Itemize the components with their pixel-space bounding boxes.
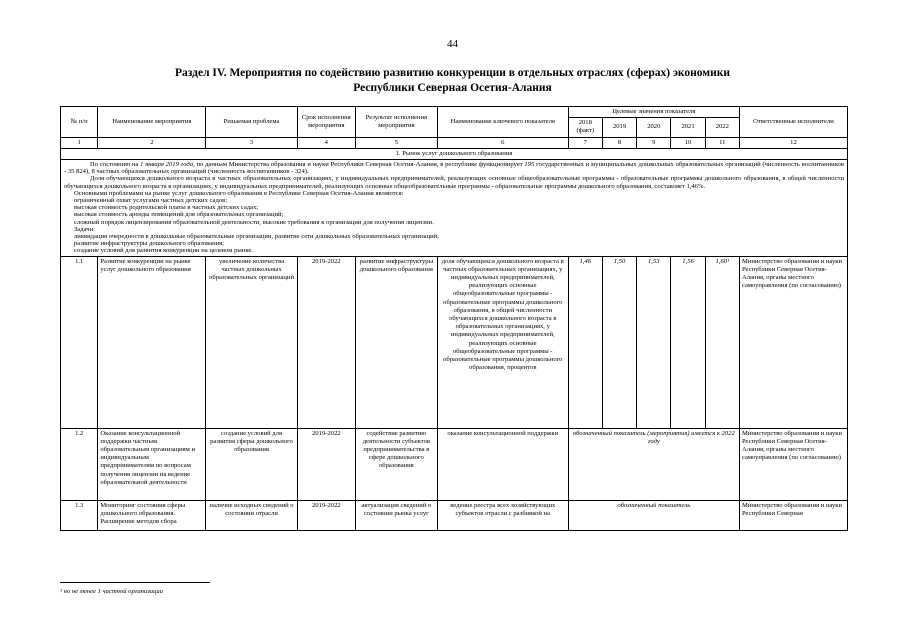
intro-paragraph: сложный порядок лицензирования образовательной деятельности, высокие требования к организации для получения лицензии. [74, 218, 434, 226]
row-result: актуализация сведений о состоянии рынка услуг [355, 500, 437, 530]
col-number: 10 [671, 137, 705, 148]
header-problem: Решаемая проблема [206, 107, 297, 138]
intro-paragraph: Основными проблемами на рынке услуг дошкольного образования в Республике Северная Осетия-Алания являются: [74, 189, 404, 197]
row-responsible: Министерство образования и науки Республики Северная [739, 500, 847, 530]
header-indicator: Наименование ключевого показателя [437, 107, 568, 138]
row-period: 2019-2022 [297, 428, 355, 500]
row-period: 2019-2022 [297, 256, 355, 428]
col-number: 11 [705, 137, 739, 148]
row-indicator: ведение реестра всех хозяйствующих субъектов отрасли с разбивкой на [437, 500, 568, 530]
col-number: 2 [98, 137, 206, 148]
value-2018: 1,46 [568, 256, 602, 428]
col-number: 9 [637, 137, 671, 148]
footnote-divider [60, 582, 210, 583]
section-heading: 1. Рынок услуг дошкольного образования [61, 148, 848, 159]
row-num: 1.3 [61, 500, 98, 530]
row-num: 1.1 [61, 256, 98, 428]
col-number: 1 [61, 137, 98, 148]
row-targets-note: обозначенный показатель [568, 500, 739, 530]
col-number: 5 [355, 137, 437, 148]
intro-paragraph: Задачи: [74, 225, 95, 233]
row-indicator: оказание консультационной поддержки [437, 428, 568, 500]
intro-row [61, 160, 848, 257]
col-number: 6 [437, 137, 568, 148]
col-number: 3 [206, 137, 297, 148]
header-2019: 2019 [602, 118, 636, 137]
header-2018: 2018 (факт) [568, 118, 602, 137]
col-number: 7 [568, 137, 602, 148]
header-num: № п/п [61, 107, 98, 138]
footnote: ¹ но не менее 1 частной организации [60, 588, 163, 595]
value-2020: 1,53 [637, 256, 671, 428]
section-row [61, 148, 848, 159]
measures-table [60, 106, 848, 531]
header-result: Результат исполнения мероприятия [355, 107, 437, 138]
title-line-1: Раздел IV. Мероприятия по содействию развитию конкуренции в отдельных отраслях (сферах) экономики [174, 67, 731, 79]
intro-paragraph: ограниченный охват услугами частных детских садов; [74, 197, 228, 205]
row-measure: Оказание консультационной поддержки частным образовательным организациям и индивидуальным предпринимателям по вопросам получения лицензии на ведение образовательной деятельности [98, 428, 206, 500]
row-indicator: доля обучающихся дошкольного возраста в частных образовательных организациях, у индивидуальных предпринимателей, реализующих основные общеобразовательные программы - образовательные программы дошкольного образования, в общей численности обучающихся дошкольного возраста в образовательных организациях, у индивидуальных предпринимателей, реализующих основные общеобразовательные программы - образовательные программы дошкольного образования, процентов [437, 256, 568, 428]
intro-paragraph: По состоянию на 1 января 2019 года, по данным Министерства образования и науки Республики Северная Осетия-Алания, в республике функционирует 195 государственных и муниципальных дошкольных образовательных организаций (численность воспитанников - 35 824), 8 частных образовательных организаций (численность воспитанников - 324). [64, 161, 844, 176]
section-title [60, 66, 845, 96]
table-row [61, 428, 848, 500]
table-row [61, 256, 848, 428]
column-numbers-row [61, 137, 848, 148]
row-problem: увеличение количества частных дошкольных образовательных организаций [206, 256, 297, 428]
header-2020: 2020 [637, 118, 671, 137]
col-number: 8 [602, 137, 636, 148]
row-problem: создание условий для развития сферы дошкольного образования [206, 428, 297, 500]
intro-paragraph: Доля обучающихся дошкольного возраста в частных образовательных организациях, у индивидуальных предпринимателей, реализующих основные общеобразовательные программы - образовательные программы дошкольного образования, в общей численности обучающихся дошкольного возраста в организациях, у индивидуальных предпринимателей, реализующих основные общеобразовательные программы - образовательные программы дошкольного образования, составляет 1,46%. [64, 175, 844, 190]
value-2022: 1,60¹ [705, 256, 739, 428]
header-period: Срок исполнения мероприятия [297, 107, 355, 138]
header-name: Наименование мероприятия [98, 107, 206, 138]
row-result: содействие развитию деятельности субъектов предпринимательства в сфере дошкольного образования [355, 428, 437, 500]
header-responsible: Ответственные исполнители [739, 107, 847, 138]
header-row-1 [61, 107, 848, 118]
table-row [61, 500, 848, 530]
intro-paragraph: ликвидация очередности в дошкольные образовательные организации, развитие сети дошкольных образовательных организаций; [74, 233, 439, 241]
row-measure: Развитие конкуренции на рынке услуг дошкольного образования [98, 256, 206, 428]
col-number: 4 [297, 137, 355, 148]
intro-paragraph: высокая стоимость родительской платы в частных детских садах; [74, 204, 259, 212]
row-result: развитие инфраструктуры дошкольного образования [355, 256, 437, 428]
row-responsible: Министерство образования и науки Республики Северная Осетия-Алания, органы местного самоуправления (по согласованию) [739, 428, 847, 500]
title-line-2: Республики Северная Осетия-Алания [353, 82, 552, 94]
row-responsible: Министерство образования и науки Республики Северная Осетия-Алания, органы местного самоуправления (по согласованию) [739, 256, 847, 428]
header-2021: 2021 [671, 118, 705, 137]
row-measure: Мониторинг состояния сферы дошкольного образования. Расширение методов сбора [98, 500, 206, 530]
row-num: 1.2 [61, 428, 98, 500]
page-number: 44 [447, 38, 458, 50]
intro-paragraph: высокая стоимость аренды помещений для образовательных организаций; [74, 211, 284, 219]
intro-paragraph: развитие инфраструктуры дошкольного образования; [74, 240, 225, 248]
row-problem: наличие исходных сведений о состоянии отрасли [206, 500, 297, 530]
row-period: 2019-2022 [297, 500, 355, 530]
intro-text [61, 160, 848, 257]
row-targets-note: обозначенный показатель (мероприятия) имеется к 2022 году [568, 428, 739, 500]
value-2019: 1,50 [602, 256, 636, 428]
header-2022: 2022 [705, 118, 739, 137]
col-number: 12 [739, 137, 847, 148]
value-2021: 1,56 [671, 256, 705, 428]
header-targets: Целевые значения показателя [568, 107, 739, 118]
intro-paragraph: создание условий для развития конкуренции на целевом рынке. [74, 247, 253, 255]
